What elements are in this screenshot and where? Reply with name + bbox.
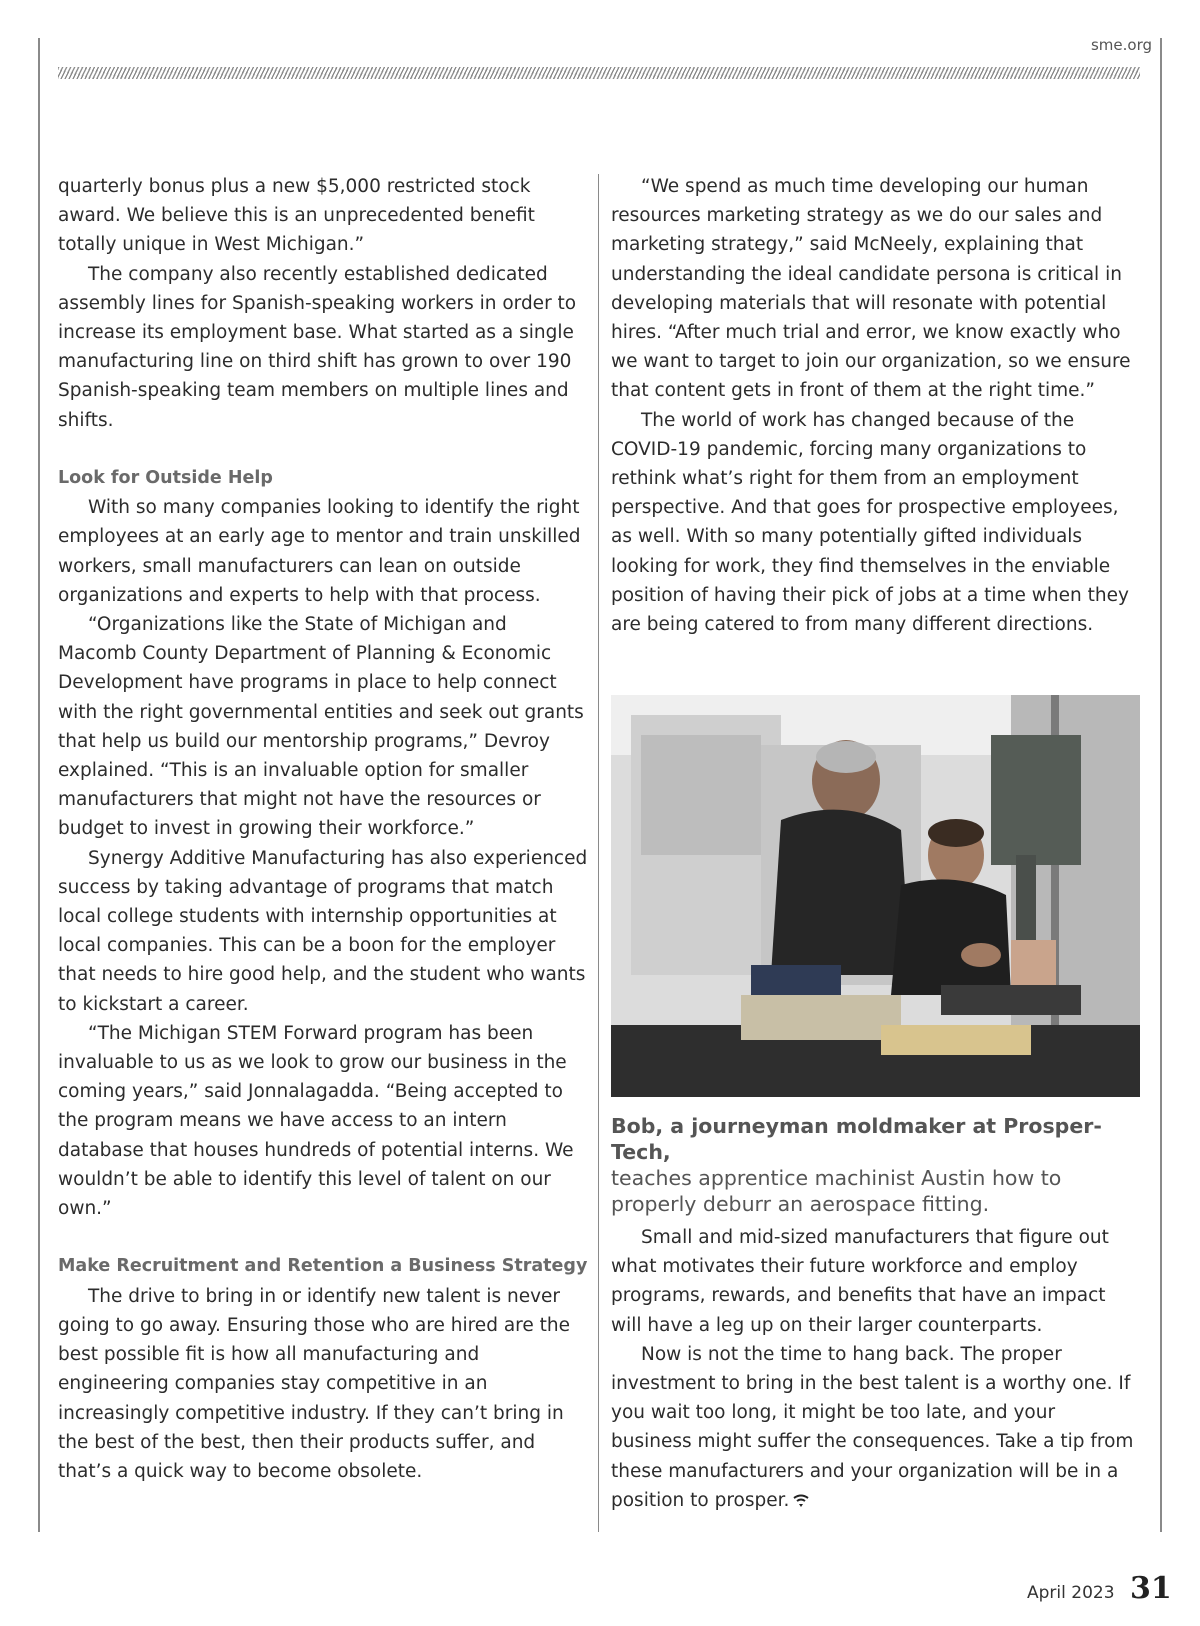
caption-lead: Bob, a journeyman moldmaker at Prosper-Tech, <box>611 1114 1102 1164</box>
paragraph-text: Now is not the time to hang back. The proper investment to bring in the best talent is a worthy one. If you wait too long, it might be too late, and your business might suffer the consequences. Take a tip from these manufacturers and your organization will be in a position to prosper. <box>611 1343 1134 1511</box>
left-border-rule <box>38 38 40 1532</box>
workshop-photo-illustration <box>611 695 1140 1097</box>
paragraph: The drive to bring in or identify new talent is never going to go away. Ensuring those who are hired are the best possible fit is how all manufacturing and engineering companies stay competitive in an increasingly competitive industry. If they can’t bring in the best of the best, then their products suffer, and that’s a quick way to become obsolete. <box>58 1285 570 1482</box>
section-heading: Look for Outside Help <box>58 468 273 489</box>
right-column <box>611 172 1141 639</box>
paragraph: “The Michigan STEM Forward program has been invaluable to us as we look to grow our business in the coming years,” said Jonnalagadda. “Being accepted to the program means we have access to an intern database that houses hundreds of potential interns. We wouldn’t be able to identify this level of talent on our own.” <box>58 1022 574 1220</box>
photo-caption <box>611 1113 1146 1217</box>
paragraph: “Organizations like the State of Michigan and Macomb County Department of Planning & Economic Development have programs in place to help connect with the right governmental entities and seek out grants that help us build our mentorship programs,” Devroy explained. “This is an invaluable option for smaller manufacturers that might not have the resources or budget to invest in growing their workforce.” <box>58 614 584 840</box>
column-divider <box>598 174 599 1532</box>
right-border-rule <box>1160 38 1162 1532</box>
paragraph: With so many companies looking to identify the right employees at an early age to mentor and train unskilled workers, small manufacturers can lean on outside organizations and experts to help with that process. <box>58 497 581 606</box>
paragraph: Small and mid-sized manufacturers that figure out what motivates their future workforce and employ programs, rewards, and benefits that have an impact will have a leg up on their larger counterparts. <box>611 1227 1109 1336</box>
left-column <box>58 172 588 1486</box>
end-mark-icon <box>793 1494 809 1508</box>
paragraph: The world of work has changed because of the COVID-19 pandemic, forcing many organizations to rethink what’s right for them from an employment perspective. And that goes for prospective employees, as well. With so many potentially gifted individuals looking for work, they find themselves in the enviable position of having their pick of jobs at a time when they are being catered to from many different directions. <box>611 409 1129 636</box>
section-heading: Make Recruitment and Retention a Business Strategy <box>58 1256 588 1277</box>
paragraph: “We spend as much time developing our human resources marketing strategy as we do our sales and marketing strategy,” said McNeely, explaining that understanding the ideal candidate persona is critical in developing materials that will resonate with potential hires. “After much trial and error, we know exactly who we want to target to join our organization, so we ensure that content gets in front of them at the right time.” <box>611 176 1131 402</box>
header-hatch-band <box>58 67 1140 79</box>
paragraph: Synergy Additive Manufacturing has also experienced success by taking advantage of programs that match local college students with internship opportunities at local companies. This can be a boon for the employer that needs to hire good help, and the student who wants to kickstart a career. <box>58 847 588 1015</box>
right-column-continued <box>611 1223 1141 1515</box>
paragraph: quarterly bonus plus a new $5,000 restricted stock award. We believe this is an unprecedented benefit totally unique in West Michigan.” <box>58 176 535 256</box>
paragraph <box>611 1340 1141 1515</box>
caption-text: teaches apprentice machinist Austin how to properly deburr an aerospace fitting. <box>611 1166 1062 1216</box>
workshop-photo <box>611 695 1140 1097</box>
site-url: sme.org <box>1090 36 1152 54</box>
issue-date: April 2023 <box>1027 1583 1115 1603</box>
page-number: 31 <box>1130 1571 1172 1606</box>
paragraph: The company also recently established dedicated assembly lines for Spanish-speaking workers in order to increase its employment base. What started as a single manufacturing line on third shift has grown to over 190 Spanish-speaking team members on multiple lines and shifts. <box>58 263 577 431</box>
